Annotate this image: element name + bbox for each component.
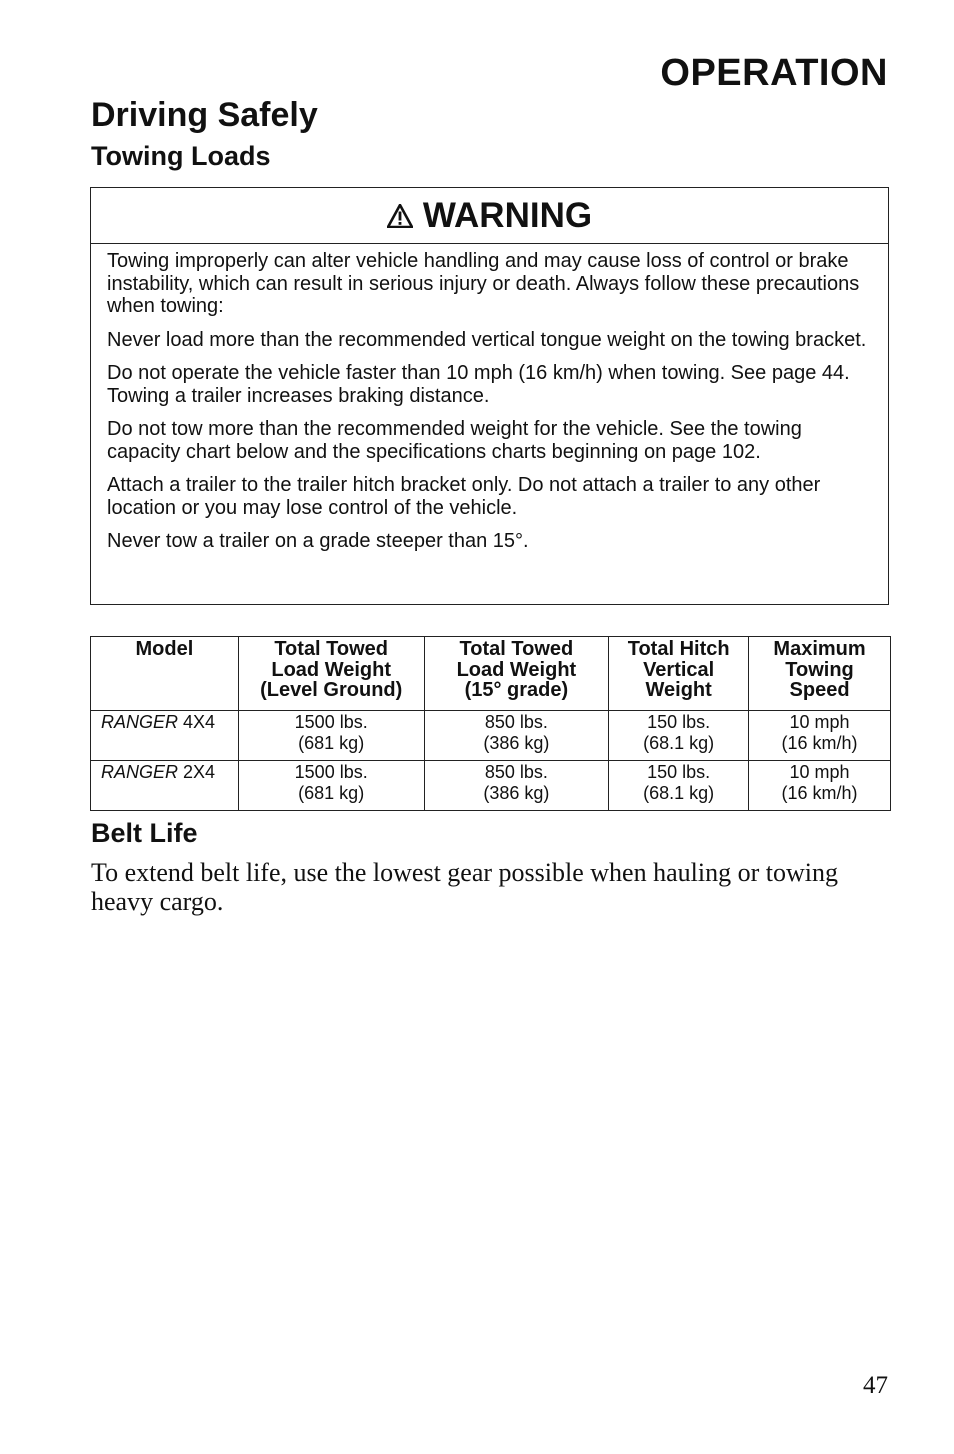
column-header-hitch-weight: Total Hitch Vertical Weight — [609, 637, 749, 711]
warning-paragraph: Do not tow more than the recommended weight for the vehicle. See the towing capacity chart below and the specifications charts beginning on page 102. — [107, 418, 802, 463]
table-cell: 850 lbs. (386 kg) — [424, 711, 609, 761]
warning-label: WARNING — [422, 195, 593, 235]
table-cell: 10 mph (16 km/h) — [749, 761, 891, 811]
subheading-belt-life: Belt Life — [91, 818, 198, 848]
warning-paragraph: Do not operate the vehicle faster than 10 mph (16 km/h) when towing. See page 44. Towing a trailer increases braking distance. — [107, 362, 850, 407]
model-cell: RANGER 4X4 — [91, 711, 239, 761]
warning-paragraph: Attach a trailer to the trailer hitch bracket only. Do not attach a trailer to any other location or you may lose control of the vehicle. — [107, 474, 821, 519]
warning-paragraph: Never tow a trailer on a grade steeper than 15°. — [107, 530, 529, 552]
warning-body — [91, 244, 888, 553]
warning-box — [90, 187, 889, 605]
table-cell: 150 lbs. (68.1 kg) — [609, 761, 749, 811]
warning-paragraph: Towing improperly can alter vehicle handling and may cause loss of control or brake instability, which can result in serious injury or death. Always follow these precautions when towing: — [107, 250, 860, 317]
table-header-row — [91, 637, 891, 711]
warning-triangle-icon — [387, 204, 413, 228]
table-cell: 10 mph (16 km/h) — [749, 711, 891, 761]
table-row — [91, 711, 891, 761]
towing-capacity-table — [90, 636, 891, 811]
column-header-towed-grade: Total Towed Load Weight (15° grade) — [424, 637, 609, 711]
warning-header — [91, 188, 888, 244]
belt-life-paragraph: To extend belt life, use the lowest gear possible when hauling or towing heavy cargo. — [91, 858, 838, 916]
table-cell: 850 lbs. (386 kg) — [424, 761, 609, 811]
column-header-towed-level: Total Towed Load Weight (Level Ground) — [238, 637, 424, 711]
warning-paragraph: Never load more than the recommended vertical tongue weight on the towing bracket. — [107, 328, 867, 351]
column-header-max-speed: Maximum Towing Speed — [749, 637, 891, 711]
column-header-model: Model — [91, 637, 239, 711]
page-number: 47 — [863, 1372, 888, 1399]
table-cell: 1500 lbs. (681 kg) — [238, 711, 424, 761]
table-cell: 1500 lbs. (681 kg) — [238, 761, 424, 811]
model-cell: RANGER 2X4 — [91, 761, 239, 811]
subheading-towing-loads: Towing Loads — [91, 141, 271, 171]
table-cell: 150 lbs. (68.1 kg) — [609, 711, 749, 761]
table-row — [91, 761, 891, 811]
section-title: OPERATION — [660, 52, 888, 94]
page-heading: Driving Safely — [91, 96, 318, 134]
